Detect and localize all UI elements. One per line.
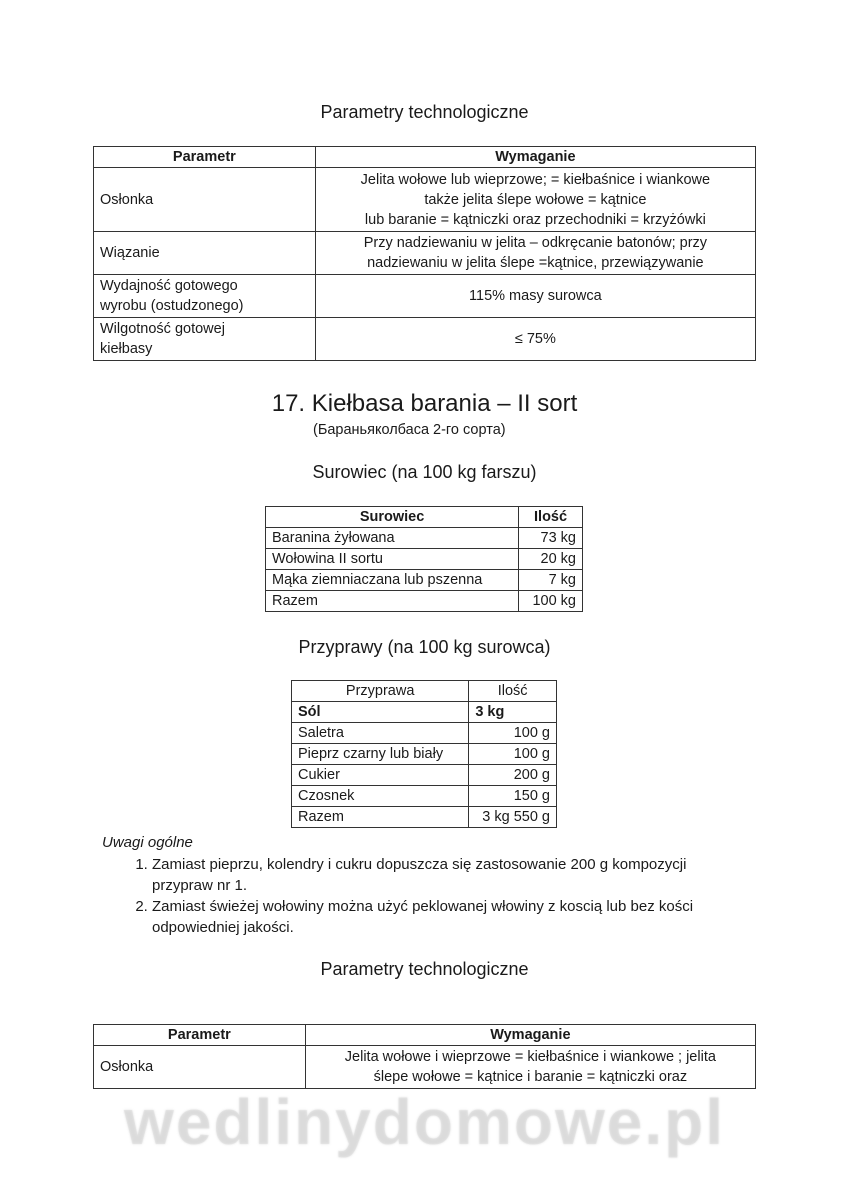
- table-row: [292, 702, 557, 723]
- param-line: kiełbasy: [100, 341, 153, 357]
- requirement-line: ślepe wołowe = kątnice i baranie = kątniczki oraz: [373, 1069, 688, 1085]
- table-header-row: [292, 681, 557, 702]
- raw-qty: 7 kg: [519, 570, 583, 591]
- param-cell: Osłonka: [94, 168, 316, 232]
- requirement-line: lub baranie = kątniczki oraz przechodniki = krzyżówki: [364, 211, 706, 228]
- requirement-line: nadziewaniu w jelita ślepe =kątnice, przewiązywanie: [367, 255, 704, 271]
- spice-name: Razem: [292, 807, 469, 828]
- requirement-line: Jelita wołowe i wieprzowe = kiełbaśnice i wiankowe ; jelita: [344, 1049, 716, 1065]
- requirement-cell: ≤ 75%: [315, 318, 755, 361]
- header-requirement: Wymaganie: [315, 147, 755, 168]
- watermark: wedlinydomowe.pl: [124, 1086, 725, 1158]
- spice-name: Cukier: [292, 765, 469, 786]
- table-row: [266, 570, 583, 591]
- raw-name: Razem: [266, 591, 519, 612]
- param-line: Wilgotność gotowej: [100, 321, 225, 337]
- table-header-row: [94, 147, 756, 168]
- recipe-subtitle: (Бараньяколбаса 2-го сорта): [313, 422, 506, 438]
- raw-name: Baranina żyłowana: [266, 528, 519, 549]
- requirement-line: Jelita wołowe lub wieprzowe; = kiełbaśnice i wiankowe: [360, 171, 711, 188]
- spice-qty: 100 g: [469, 723, 557, 744]
- spice-qty: 3 kg 550 g: [469, 807, 557, 828]
- requirement-line: Przy nadziewaniu w jelita – odkręcanie batonów; przy: [363, 235, 708, 251]
- requirement-cell: 115% masy surowca: [315, 275, 755, 318]
- raw-title: Surowiec (na 100 kg farszu): [312, 462, 537, 482]
- header-qty: Ilość: [469, 681, 557, 702]
- requirement-cell: [305, 1046, 755, 1089]
- spice-name: Pieprz czarny lub biały: [292, 744, 469, 765]
- table-row: [94, 318, 756, 361]
- header-param: Parametr: [94, 147, 316, 168]
- spice-name: Czosnek: [292, 786, 469, 807]
- table-row: [94, 1046, 756, 1089]
- raw-name: Mąka ziemniaczana lub pszenna: [266, 570, 519, 591]
- note-item: [152, 854, 800, 896]
- table-header-row: [266, 507, 583, 528]
- raw-qty: 20 kg: [519, 549, 583, 570]
- raw-materials-table: [265, 506, 583, 612]
- table-header-row: [94, 1025, 756, 1046]
- header-qty: Ilość: [519, 507, 583, 528]
- note-line: Zamiast pieprzu, kolendry i cukru dopuszcza się zastosowanie 200 g kompozycji: [152, 856, 687, 873]
- section2-title: Parametry technologiczne: [320, 959, 529, 979]
- table-row: [266, 549, 583, 570]
- header-requirement: Wymaganie: [305, 1025, 755, 1046]
- param-cell: Osłonka: [94, 1046, 306, 1089]
- spice-qty: 100 g: [469, 744, 557, 765]
- table-row: [292, 807, 557, 828]
- notes-title: Uwagi ogólne: [102, 834, 193, 851]
- table-row: [292, 723, 557, 744]
- raw-qty: 100 kg: [519, 591, 583, 612]
- table-row: [94, 275, 756, 318]
- note-item: [152, 896, 800, 938]
- param-cell: [94, 318, 316, 361]
- notes-list: [100, 854, 800, 938]
- spice-qty: 3 kg: [469, 702, 557, 723]
- table-row: [94, 232, 756, 275]
- spice-qty: 200 g: [469, 765, 557, 786]
- recipe-title: 17. Kiełbasa barania – II sort: [271, 390, 578, 417]
- raw-qty: 73 kg: [519, 528, 583, 549]
- raw-name: Wołowina II sortu: [266, 549, 519, 570]
- note-line: Zamiast świeżej wołowiny można użyć peklowanej włowiny z koscią lub bez kości: [152, 898, 694, 915]
- section1-title: Parametry technologiczne: [320, 102, 529, 122]
- note-line: odpowiedniej jakości.: [152, 919, 294, 936]
- header-spice: Przyprawa: [292, 681, 469, 702]
- table-row: [292, 765, 557, 786]
- spice-name: Sól: [292, 702, 469, 723]
- param-line: Wydajność gotowego: [100, 278, 238, 294]
- param-line: wyrobu (ostudzonego): [100, 298, 244, 314]
- requirement-cell: [315, 232, 755, 275]
- requirement-line: także jelita ślepe wołowe = kątnice: [424, 191, 647, 208]
- requirement-cell: [315, 168, 755, 232]
- header-raw: Surowiec: [266, 507, 519, 528]
- param-cell: [94, 275, 316, 318]
- table-row: [292, 744, 557, 765]
- table-row: [266, 591, 583, 612]
- spice-name: Saletra: [292, 723, 469, 744]
- note-line: przypraw nr 1.: [152, 877, 248, 894]
- table-row: [292, 786, 557, 807]
- table-row: [94, 168, 756, 232]
- table-row: [266, 528, 583, 549]
- spice-qty: 150 g: [469, 786, 557, 807]
- params-table-2: [93, 1024, 756, 1089]
- spices-table: [291, 680, 557, 828]
- params-table-1: [93, 146, 756, 361]
- spices-title: Przyprawy (na 100 kg surowca): [298, 637, 551, 657]
- header-param: Parametr: [94, 1025, 306, 1046]
- param-cell: Wiązanie: [94, 232, 316, 275]
